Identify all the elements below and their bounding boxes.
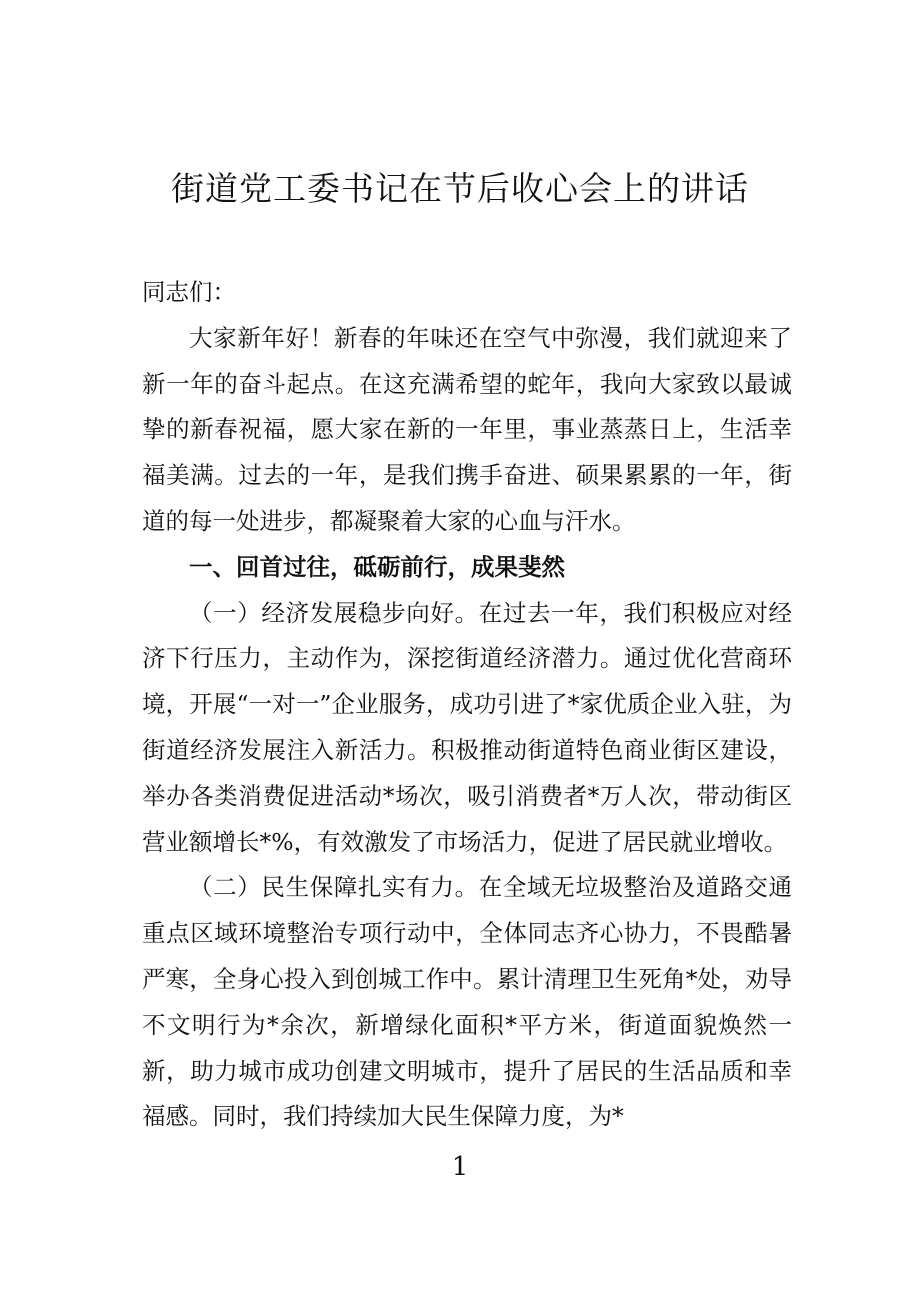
document-body <box>142 270 792 1140</box>
item-paragraph-1 <box>142 591 792 866</box>
item-text-1: 在过去一年，我们积极应对经济下行压力，主动作为，深挖街道经济潜力。通过优化营商环境，开展“一对一”企业服务，成功引进了*家优质企业入驻，为街道经济发展注入新活力。积极推动街道特色商业街区建设，举办各类消费促进活动*场次，吸引消费者*万人次，带动街区营业额增长*%，有效激发了市场活力，促进了居民就业增收。 <box>142 598 792 856</box>
item-lead-2: （二）民生保障扎实有力。 <box>189 873 479 902</box>
document-title: 街道党工委书记在节后收心会上的讲话 <box>171 169 749 208</box>
item-text-2: 在全域无垃圾整治及道路交通重点区域环境整治专项行动中，全体同志齐心协力，不畏酷暑严寒，全身心投入到创城工作中。累计清理卫生死角*处，劝导不文明行为*余次，新增绿化面积*平方米，街道面貌焕然一新，助力城市成功创建文明城市，提升了居民的生活品质和幸福感。同时，我们持续加大民生保障力度，为* <box>142 873 792 1131</box>
section-heading-1: 一、回首过往，砥砺前行，成果斐然 <box>189 552 565 581</box>
page-number: 1 <box>451 1152 469 1182</box>
item-lead-1: （一）经济发展稳步向好。 <box>189 598 479 627</box>
salutation: 同志们： <box>142 278 236 306</box>
intro-paragraph: 大家新年好！新春的年味还在空气中弥漫，我们就迎来了新一年的奋斗起点。在这充满希望的蛇年，我向大家致以最诚挚的新春祝福，愿大家在新的一年里，事业蒸蒸日上，生活幸福美满。过去的一年，是我们携手奋进、硕果累累的一年，街道的每一处进步，都凝聚着大家的心血与汗水。 <box>142 323 792 535</box>
item-paragraph-2 <box>142 865 792 1140</box>
